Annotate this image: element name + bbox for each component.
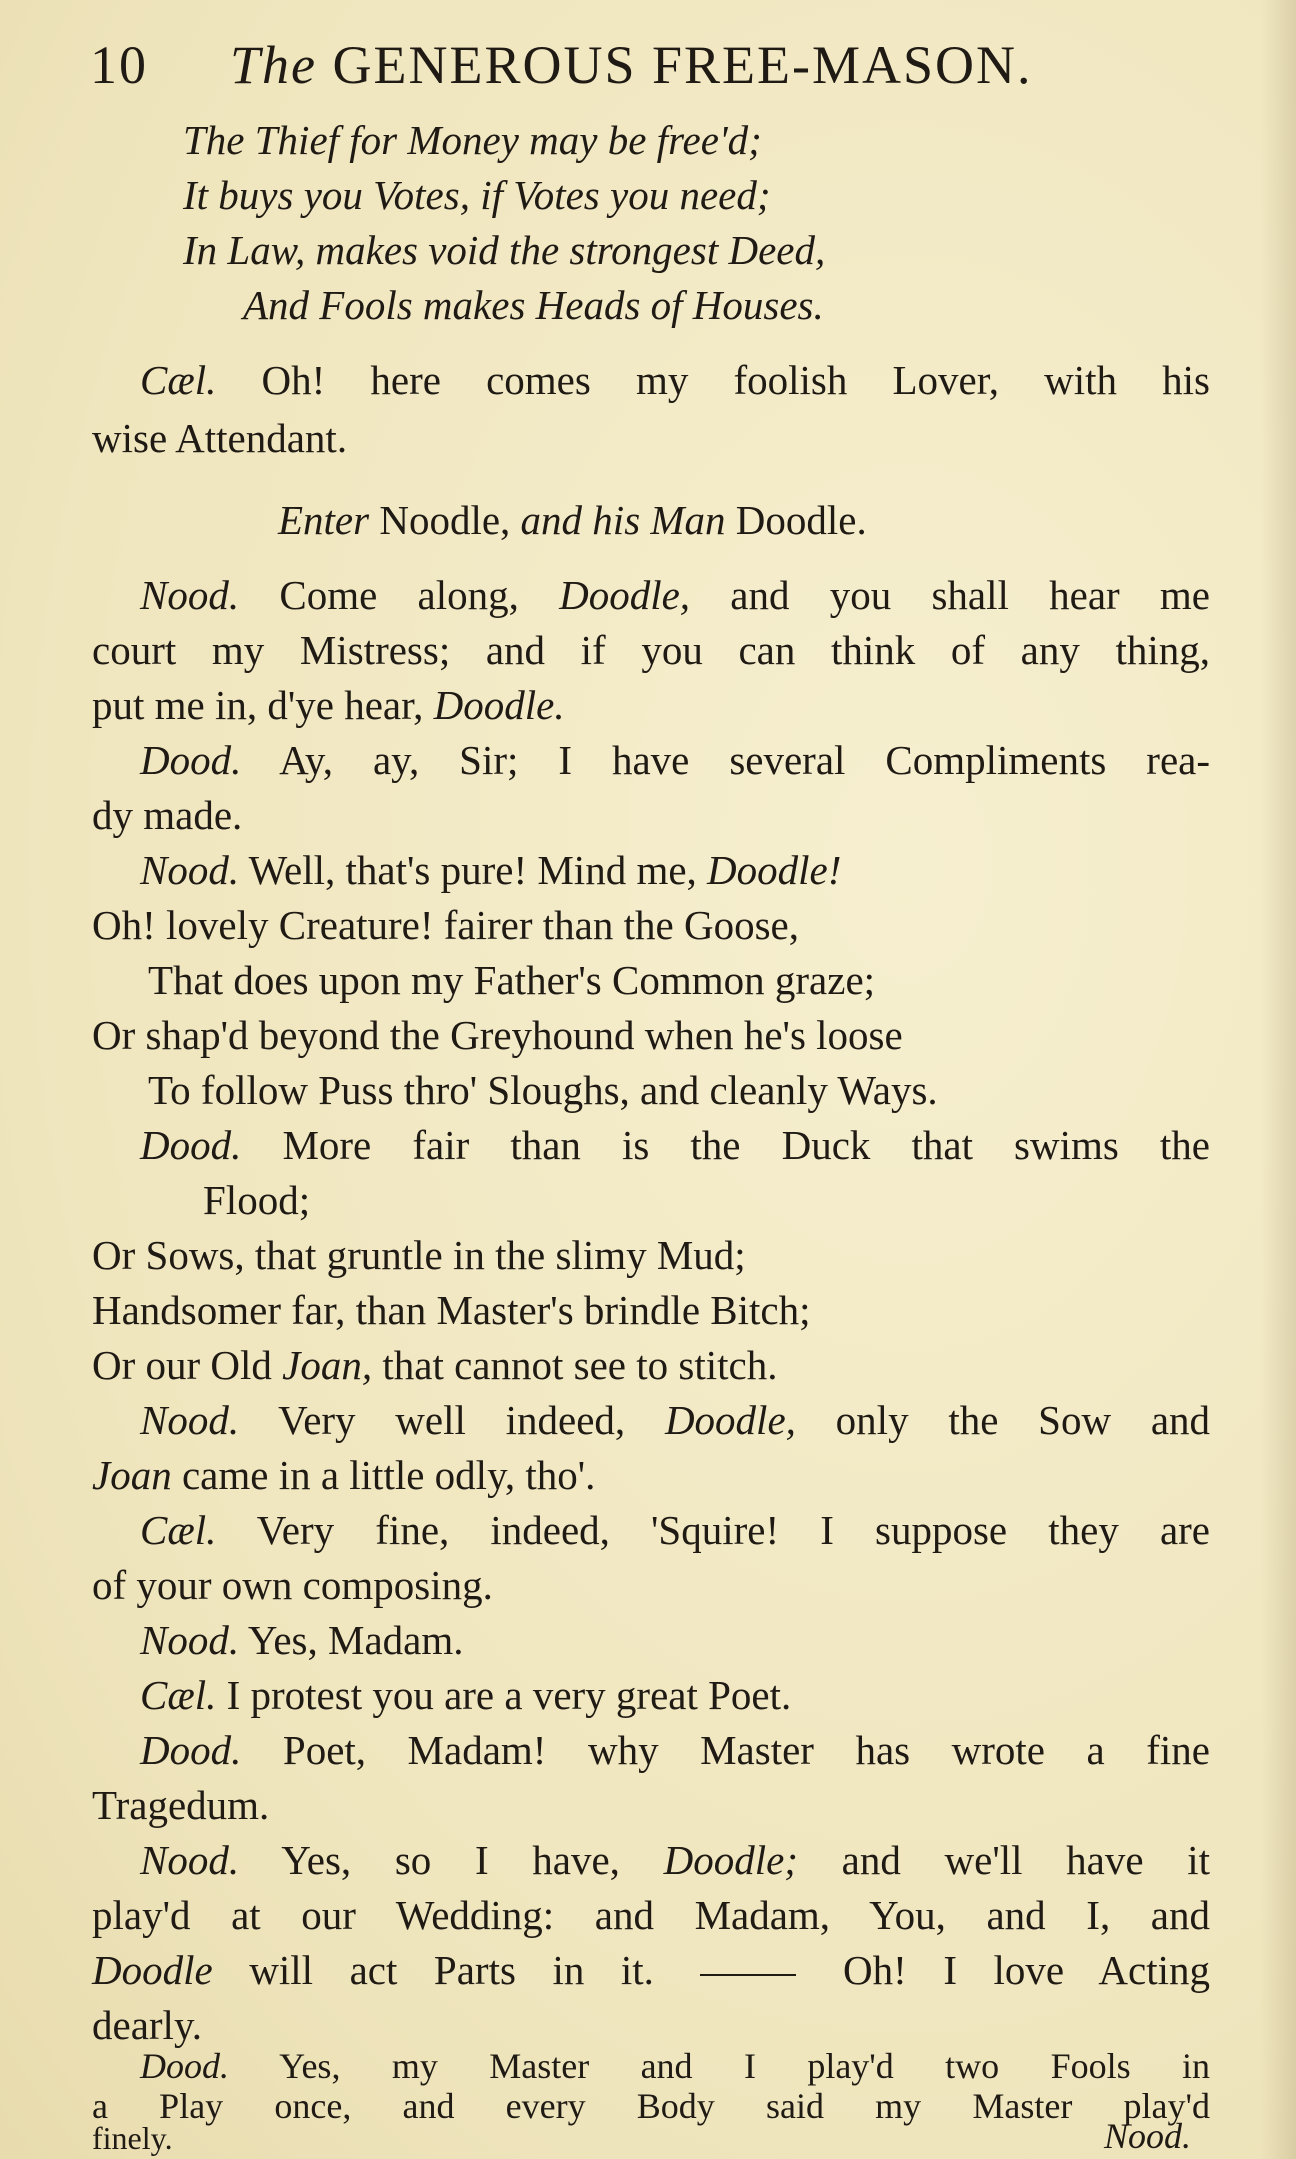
- running-header: [90, 30, 1240, 100]
- speech-dood-3-line-1: Dood. Poet, Madam! why Master has wrote a fine: [140, 1727, 1210, 1773]
- page-gutter-shadow: [1260, 0, 1296, 2159]
- noodle-verse-line-3: Or shap'd beyond the Greyhound when he's loose: [92, 1012, 903, 1058]
- speech-dood-1-line-2: dy made.: [92, 792, 243, 838]
- verse-line-1: The Thief for Money may be free'd;: [183, 117, 762, 163]
- verse-line-3: In Law, makes void the strongest Deed,: [183, 227, 826, 273]
- stage-direction: Enter Noodle, and his Man Doodle.: [278, 497, 867, 543]
- speech-cael-2-line-2: of your own composing.: [92, 1562, 493, 1608]
- speech-dood-2-line-1: Dood. More fair than is the Duck that swims the: [140, 1122, 1211, 1168]
- speech-nood-5-line-4: dearly.: [92, 2002, 203, 2048]
- catchword: Nood.: [1104, 2116, 1192, 2156]
- speech-nood-4: Nood. Yes, Madam.: [140, 1617, 464, 1663]
- doodle-verse-line-2: Handsomer far, than Master's brindle Bitch;: [92, 1287, 811, 1333]
- speech-cael-1-line-1: Cæl. Oh! here comes my foolish Lover, with his: [140, 357, 1211, 403]
- speaker: Cæl.: [140, 357, 217, 403]
- speech-nood-1-line-2: court my Mistress; and if you can think of any thing,: [92, 627, 1210, 673]
- speech-dood-2-line-2: Flood;: [203, 1177, 311, 1223]
- speech-nood-5-line-2: play'd at our Wedding: and Madam, You, and I, and: [92, 1892, 1210, 1938]
- speech-dood-4-line-2: a Play once, and every Body said my Master play'd: [92, 2086, 1210, 2126]
- running-title: [230, 34, 1033, 96]
- noodle-verse-line-4: To follow Puss thro' Sloughs, and cleanly Ways.: [148, 1067, 938, 1113]
- doodle-verse-line-1: Or Sows, that gruntle in the slimy Mud;: [92, 1232, 746, 1278]
- speech-dood-3-line-2: Tragedum.: [92, 1782, 270, 1828]
- speech-cael-3: Cæl. I protest you are a very great Poet.: [140, 1672, 792, 1718]
- speech-dood-4-line-1: Dood. Yes, my Master and I play'd two Fools in: [140, 2046, 1210, 2086]
- speech-nood-2: Nood. Well, that's pure! Mind me, Doodle!: [140, 847, 842, 893]
- page-number: 10: [90, 35, 148, 95]
- doodle-verse-line-3: Or our Old Joan, that cannot see to stitch.: [92, 1342, 778, 1388]
- speech-nood-5-line-3: Doodle will act Parts in it. Oh! I love Acting: [92, 1947, 1210, 1993]
- speech-cael-2-line-1: Cæl. Very fine, indeed, 'Squire! I suppose they are: [140, 1507, 1210, 1553]
- title-main: GENEROUS FREE-MASON.: [332, 35, 1033, 95]
- speech-nood-5-line-1: Nood. Yes, so I have, Doodle; and we'll have it: [140, 1837, 1210, 1883]
- speech-cael-1-line-2: wise Attendant.: [92, 415, 348, 461]
- verse-line-4: And Fools makes Heads of Houses.: [243, 282, 824, 328]
- speech-nood-1-line-3: put me in, d'ye hear, Doodle.: [92, 682, 565, 728]
- noodle-verse-line-1: Oh! lovely Creature! fairer than the Goose,: [92, 902, 799, 948]
- speech-nood-3-line-2: Joan came in a little odly, tho'.: [92, 1452, 596, 1498]
- speech-nood-3-line-1: Nood. Very well indeed, Doodle, only the Sow and: [140, 1397, 1211, 1443]
- noodle-verse-line-2: That does upon my Father's Common graze;: [148, 957, 876, 1003]
- speech-nood-1-line-1: Nood. Come along, Doodle, and you shall hear me: [140, 572, 1210, 618]
- speech-dood-4-line-3: finely.: [92, 2120, 173, 2156]
- speech-dood-1-line-1: Dood. Ay, ay, Sir; I have several Compliments rea-: [140, 737, 1210, 783]
- em-dash-rule: [700, 1974, 796, 1976]
- title-prefix: The: [230, 35, 317, 95]
- verse-line-2: It buys you Votes, if Votes you need;: [183, 172, 771, 218]
